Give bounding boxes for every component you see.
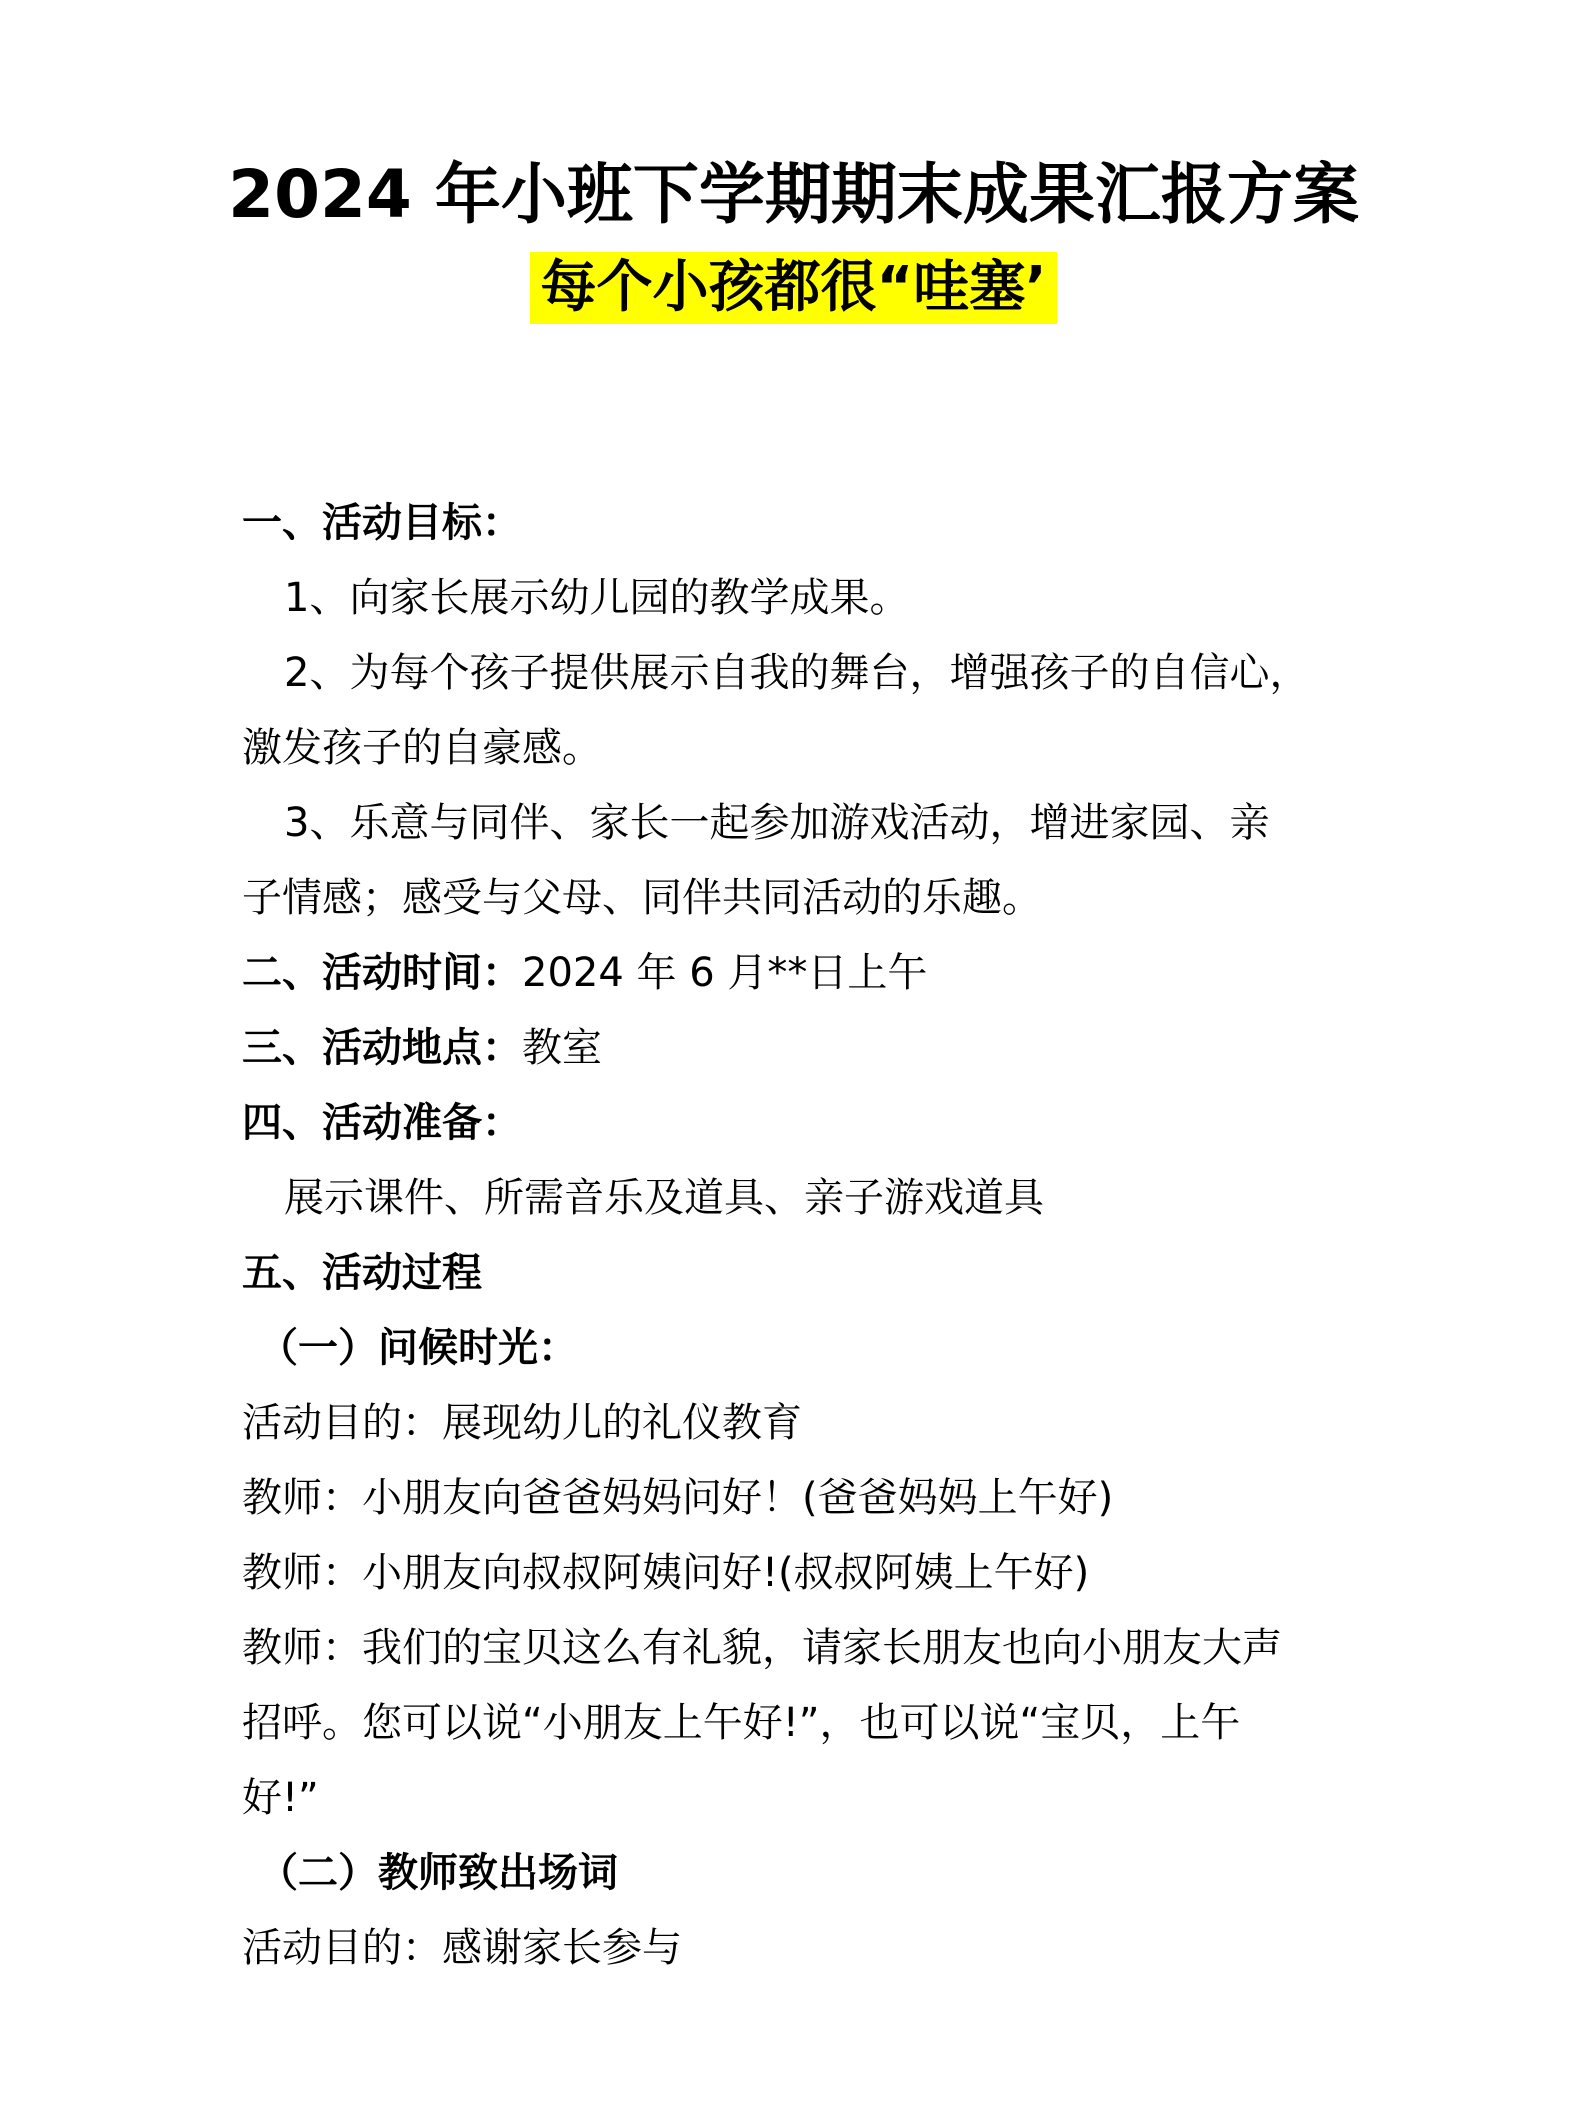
part-2-line: 活动目的：感谢家长参与 bbox=[242, 1925, 682, 1971]
section-5-heading: 五、活动过程 bbox=[242, 1250, 482, 1296]
goal-item-1: 1、向家长展示幼儿园的教学成果。 bbox=[284, 575, 910, 621]
activity-time: 2024 年 6 月**日上午 bbox=[522, 950, 928, 996]
section-2-row bbox=[242, 943, 927, 1003]
activity-location: 教室 bbox=[522, 1025, 602, 1071]
part-1-line: 招呼。您可以说“小朋友上午好!”，也可以说“宝贝，上午 bbox=[242, 1700, 1241, 1746]
part-1-line: 教师：小朋友向爸爸妈妈问好！(爸爸妈妈上午好) bbox=[242, 1475, 1114, 1521]
part-1-line: 教师：小朋友向叔叔阿姨问好!(叔叔阿姨上午好) bbox=[242, 1550, 1090, 1596]
preparation-list: 展示课件、所需音乐及道具、亲子游戏道具 bbox=[284, 1175, 1044, 1221]
part-1-line: 教师：我们的宝贝这么有礼貌，请家长朋友也向小朋友大声 bbox=[242, 1625, 1282, 1671]
section-3-row bbox=[242, 1018, 602, 1078]
section-4-heading: 四、活动准备： bbox=[242, 1100, 522, 1146]
part-1-heading: （一）问候时光： bbox=[258, 1325, 578, 1371]
goal-item-2: 2、为每个孩子提供展示自我的舞台，增强孩子的自信心， bbox=[284, 650, 1310, 696]
section-2-heading: 二、活动时间： bbox=[242, 950, 522, 996]
part-1-line: 好!” bbox=[242, 1775, 319, 1821]
document-title: 2024 年小班下学期期末成果汇报方案 bbox=[228, 156, 1359, 233]
part-2-heading: （二）教师致出场词 bbox=[258, 1850, 618, 1896]
subtitle-container bbox=[0, 252, 1587, 324]
goal-item-3: 3、乐意与同伴、家长一起参加游戏活动，增进家园、亲 bbox=[284, 800, 1270, 846]
highlighted-subtitle: 每个小孩都很“哇塞’ bbox=[530, 252, 1056, 324]
section-3-heading: 三、活动地点： bbox=[242, 1025, 522, 1071]
part-1-line: 活动目的：展现幼儿的礼仪教育 bbox=[242, 1400, 802, 1446]
goal-item-2-cont: 激发孩子的自豪感。 bbox=[242, 725, 602, 771]
goal-item-3-cont: 子情感；感受与父母、同伴共同活动的乐趣。 bbox=[242, 875, 1042, 921]
section-1-heading: 一、活动目标： bbox=[242, 500, 522, 546]
